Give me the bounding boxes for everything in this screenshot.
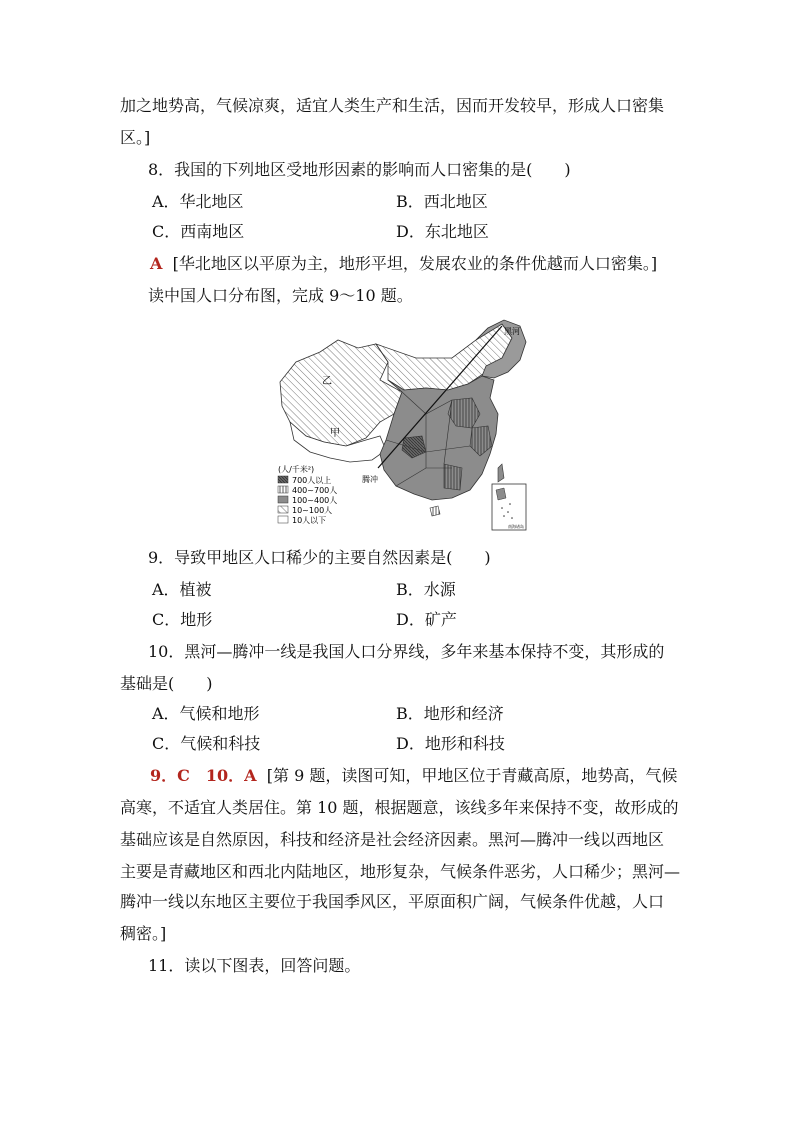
q8-option-b: B．西北地区 [396,192,488,211]
question-10-stem: 10．黑河—腾冲一线是我国人口分界线，多年来基本保持不变，其形成的 [148,642,665,661]
q10-option-b: B．地形和经济 [396,704,504,723]
q8-option-c: C．西南地区 [152,222,245,241]
map-legend [278,464,337,525]
paragraph-line: 加之地势高，气候凉爽，适宜人类生产和生活，因而开发较早，形成人口密集 [120,96,665,115]
answer-9-10-label: 9．C 10．A [150,766,257,785]
answer-9-10-line: [第 9 题，读图可知，甲地区位于青藏高原，地势高，气候 [266,766,678,785]
label-yi: 乙 [322,376,332,387]
legend-item: 10人以下 [292,516,327,525]
q9-option-c: C．地形 [152,610,213,629]
q9-option-b: B．水源 [396,580,456,599]
legend-item: 10~100人 [292,506,333,515]
answer-9-10-line: 高寒，不适宜人类居住。第 10 题，根据题意，该线多年来保持不变，故形成的 [120,798,679,817]
question-8-stem: 8．我国的下列地区受地形因素的影响而人口密集的是( ) [148,160,571,179]
island-taiwan [498,464,504,482]
question-10-stem-cont: 基础是( ) [120,674,213,693]
q9-option-d: D．矿产 [396,610,457,629]
china-population-map [276,318,532,534]
answer-9-10-line: 稠密。] [120,924,167,943]
q9-option-a: A．植被 [152,580,212,599]
q8-option-a: A．华北地区 [152,192,244,211]
inset-label: 南海诸岛 [508,524,524,529]
answer-9-10 [150,766,677,786]
q10-option-c: C．气候和科技 [152,734,261,753]
legend-title: (人/千米²) [278,465,315,474]
label-tengchong: 腾冲 [362,475,378,484]
q10-option-d: D．地形和科技 [396,734,505,753]
label-jia: 甲 [330,428,340,439]
south-sea-inset [492,484,526,530]
q10-option-a: A．气候和地形 [152,704,260,723]
answer-9-10-line: 主要是青藏地区和西北内陆地区，地形复杂，气候条件恶劣，人口稀少；黑河— [120,862,681,881]
legend-item: 400~700人 [292,486,338,495]
intro-9-10: 读中国人口分布图，完成 9～10 题。 [148,286,413,305]
population-map-figure [276,318,532,534]
q8-option-d: D．东北地区 [396,222,489,241]
q8-answer-label: A [150,254,163,273]
label-heihe: 黑河 [504,327,520,336]
paragraph-line: 区。] [120,128,151,147]
answer-9-10-line: 基础应该是自然原因，科技和经济是社会经济因素。黑河—腾冲一线以西地区 [120,830,665,849]
q8-answer-text: [华北地区以平原为主，地形平坦，发展农业的条件优越而人口密集。] [172,254,658,273]
question-11-stem: 11．读以下图表，回答问题。 [148,956,361,975]
island-hainan [430,506,440,516]
question-9-stem: 9．导致甲地区人口稀少的主要自然因素是( ) [148,548,491,567]
answer-9-10-line: 腾冲一线以东地区主要位于我国季风区，平原面积广阔，气候条件优越，人口 [120,892,665,911]
q8-answer [150,254,657,274]
legend-item: 100~400人 [292,496,338,505]
legend-item: 700人以上 [292,476,332,485]
